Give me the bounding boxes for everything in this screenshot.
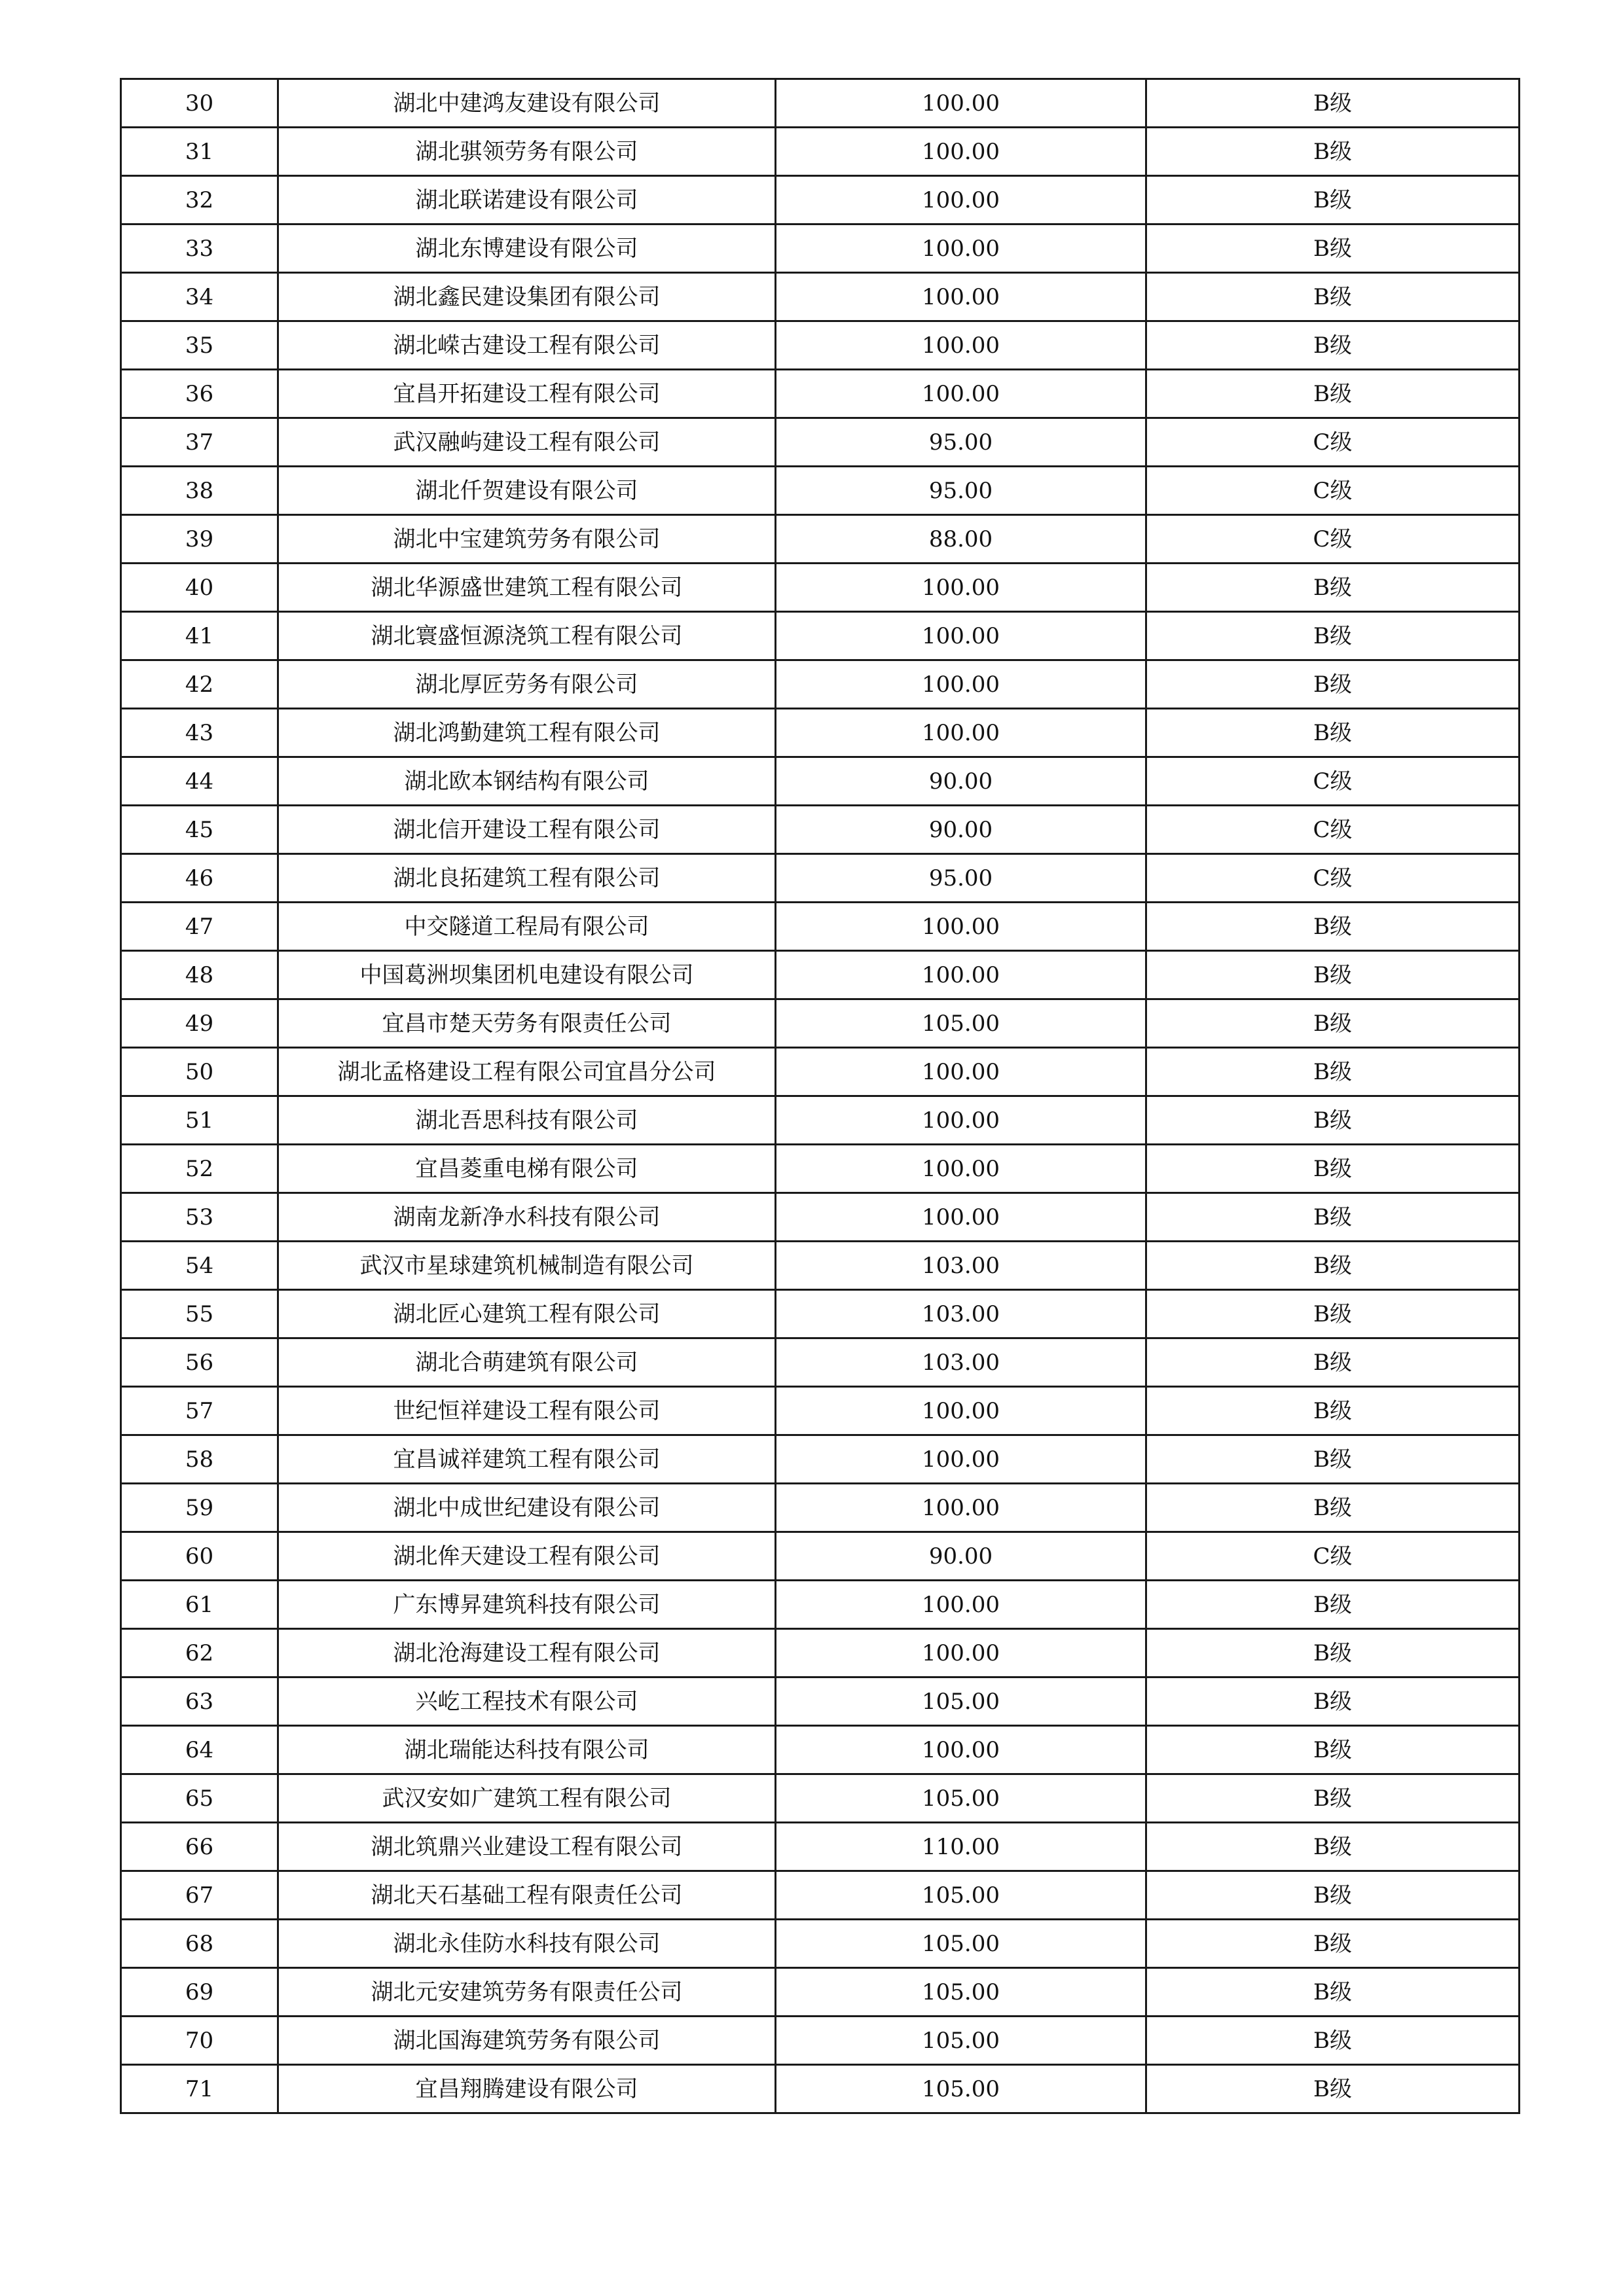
table-row: [121, 79, 1520, 128]
row-number: 34: [121, 273, 278, 321]
credit-grade: B级: [1146, 1968, 1520, 2017]
company-name: 宜昌诚祥建筑工程有限公司: [278, 1435, 776, 1484]
table-row: [121, 612, 1520, 660]
credit-score: 110.00: [776, 1823, 1146, 1871]
table-row: [121, 999, 1520, 1048]
credit-grade: B级: [1146, 370, 1520, 418]
company-name: 湖北骐领劳务有限公司: [278, 128, 776, 176]
credit-grade: C级: [1146, 418, 1520, 467]
company-name: 湖北信开建设工程有限公司: [278, 806, 776, 854]
company-name: 湖南龙新净水科技有限公司: [278, 1193, 776, 1242]
table-row: [121, 1387, 1520, 1435]
credit-grade: B级: [1146, 1387, 1520, 1435]
credit-grade: B级: [1146, 1774, 1520, 1823]
credit-grade: B级: [1146, 1048, 1520, 1096]
table-row: [121, 1096, 1520, 1145]
credit-grade: B级: [1146, 1581, 1520, 1629]
company-name: 湖北元安建筑劳务有限责任公司: [278, 1968, 776, 2017]
company-name: 湖北仟贺建设有限公司: [278, 467, 776, 515]
credit-score: 105.00: [776, 999, 1146, 1048]
credit-grade: B级: [1146, 564, 1520, 612]
row-number: 48: [121, 951, 278, 999]
company-name: 武汉安如广建筑工程有限公司: [278, 1774, 776, 1823]
row-number: 60: [121, 1532, 278, 1581]
credit-grade: B级: [1146, 273, 1520, 321]
table-row: [121, 273, 1520, 321]
company-name: 湖北欧本钢结构有限公司: [278, 757, 776, 806]
credit-score: 95.00: [776, 467, 1146, 515]
credit-score: 95.00: [776, 418, 1146, 467]
table-row: [121, 1871, 1520, 1920]
row-number: 40: [121, 564, 278, 612]
company-name: 湖北筑鼎兴业建设工程有限公司: [278, 1823, 776, 1871]
credit-score: 103.00: [776, 1290, 1146, 1338]
row-number: 69: [121, 1968, 278, 2017]
table-row: [121, 1629, 1520, 1677]
row-number: 52: [121, 1145, 278, 1193]
credit-grade: B级: [1146, 1629, 1520, 1677]
credit-score: 105.00: [776, 1871, 1146, 1920]
credit-score: 105.00: [776, 1968, 1146, 2017]
credit-grade: B级: [1146, 79, 1520, 128]
company-name: 中国葛洲坝集团机电建设有限公司: [278, 951, 776, 999]
table-body: [121, 79, 1520, 2113]
credit-grade: C级: [1146, 1532, 1520, 1581]
row-number: 66: [121, 1823, 278, 1871]
table-row: [121, 128, 1520, 176]
credit-grade: B级: [1146, 321, 1520, 370]
table-row: [121, 564, 1520, 612]
company-name: 湖北寰盛恒源浇筑工程有限公司: [278, 612, 776, 660]
row-number: 68: [121, 1920, 278, 1968]
row-number: 32: [121, 176, 278, 224]
row-number: 38: [121, 467, 278, 515]
row-number: 42: [121, 660, 278, 709]
row-number: 31: [121, 128, 278, 176]
table-row: [121, 660, 1520, 709]
credit-grade: B级: [1146, 128, 1520, 176]
credit-score: 100.00: [776, 128, 1146, 176]
row-number: 54: [121, 1242, 278, 1290]
credit-grade: B级: [1146, 1242, 1520, 1290]
row-number: 44: [121, 757, 278, 806]
row-number: 43: [121, 709, 278, 757]
row-number: 59: [121, 1484, 278, 1532]
row-number: 70: [121, 2017, 278, 2065]
table-row: [121, 370, 1520, 418]
document-page: [120, 78, 1518, 2114]
table-row: [121, 1338, 1520, 1387]
row-number: 46: [121, 854, 278, 903]
credit-score: 100.00: [776, 1726, 1146, 1774]
credit-score: 100.00: [776, 370, 1146, 418]
credit-score: 100.00: [776, 79, 1146, 128]
company-name: 湖北中宝建筑劳务有限公司: [278, 515, 776, 564]
company-name: 湖北天石基础工程有限责任公司: [278, 1871, 776, 1920]
credit-score: 95.00: [776, 854, 1146, 903]
table-row: [121, 224, 1520, 273]
table-row: [121, 515, 1520, 564]
credit-score: 105.00: [776, 2065, 1146, 2113]
row-number: 45: [121, 806, 278, 854]
company-name: 湖北匠心建筑工程有限公司: [278, 1290, 776, 1338]
credit-grade: B级: [1146, 1823, 1520, 1871]
table-row: [121, 1484, 1520, 1532]
credit-grade: B级: [1146, 903, 1520, 951]
company-name: 宜昌翔腾建设有限公司: [278, 2065, 776, 2113]
table-row: [121, 1968, 1520, 2017]
credit-grade: B级: [1146, 1920, 1520, 1968]
row-number: 56: [121, 1338, 278, 1387]
credit-score: 88.00: [776, 515, 1146, 564]
credit-score: 90.00: [776, 806, 1146, 854]
table-row: [121, 1677, 1520, 1726]
row-number: 67: [121, 1871, 278, 1920]
credit-score: 100.00: [776, 1048, 1146, 1096]
row-number: 35: [121, 321, 278, 370]
company-name: 湖北鑫民建设集团有限公司: [278, 273, 776, 321]
row-number: 71: [121, 2065, 278, 2113]
company-name: 湖北厚匠劳务有限公司: [278, 660, 776, 709]
credit-score: 105.00: [776, 2017, 1146, 2065]
credit-grade: C级: [1146, 515, 1520, 564]
row-number: 58: [121, 1435, 278, 1484]
table-row: [121, 1435, 1520, 1484]
table-row: [121, 1726, 1520, 1774]
table-row: [121, 757, 1520, 806]
table-row: [121, 903, 1520, 951]
company-name: 宜昌市楚天劳务有限责任公司: [278, 999, 776, 1048]
row-number: 53: [121, 1193, 278, 1242]
credit-score: 90.00: [776, 1532, 1146, 1581]
credit-grade: B级: [1146, 1871, 1520, 1920]
credit-grade: B级: [1146, 2065, 1520, 2113]
credit-score: 100.00: [776, 1145, 1146, 1193]
credit-grade: B级: [1146, 1096, 1520, 1145]
credit-grade: B级: [1146, 1338, 1520, 1387]
table-row: [121, 1823, 1520, 1871]
credit-grade: B级: [1146, 999, 1520, 1048]
table-row: [121, 1290, 1520, 1338]
row-number: 30: [121, 79, 278, 128]
table-row: [121, 1581, 1520, 1629]
table-row: [121, 1193, 1520, 1242]
company-name: 湖北孟格建设工程有限公司宜昌分公司: [278, 1048, 776, 1096]
company-name: 湖北良拓建筑工程有限公司: [278, 854, 776, 903]
row-number: 47: [121, 903, 278, 951]
credit-grade: B级: [1146, 660, 1520, 709]
credit-grade: B级: [1146, 1484, 1520, 1532]
table-row: [121, 418, 1520, 467]
credit-grade: B级: [1146, 1677, 1520, 1726]
credit-grade: B级: [1146, 1145, 1520, 1193]
row-number: 39: [121, 515, 278, 564]
credit-grade: B级: [1146, 612, 1520, 660]
row-number: 49: [121, 999, 278, 1048]
table-row: [121, 951, 1520, 999]
table-row: [121, 709, 1520, 757]
credit-grade: C级: [1146, 757, 1520, 806]
row-number: 65: [121, 1774, 278, 1823]
credit-score: 103.00: [776, 1338, 1146, 1387]
credit-grade: B级: [1146, 1435, 1520, 1484]
table-row: [121, 1532, 1520, 1581]
table-row: [121, 806, 1520, 854]
table-row: [121, 2065, 1520, 2113]
table-row: [121, 1774, 1520, 1823]
company-name: 湖北华源盛世建筑工程有限公司: [278, 564, 776, 612]
company-name: 湖北嵘古建设工程有限公司: [278, 321, 776, 370]
credit-score: 100.00: [776, 951, 1146, 999]
credit-score: 100.00: [776, 660, 1146, 709]
company-name: 湖北联诺建设有限公司: [278, 176, 776, 224]
company-name: 世纪恒祥建设工程有限公司: [278, 1387, 776, 1435]
company-name: 湖北沧海建设工程有限公司: [278, 1629, 776, 1677]
credit-score: 100.00: [776, 564, 1146, 612]
credit-grade: C级: [1146, 467, 1520, 515]
row-number: 57: [121, 1387, 278, 1435]
company-name: 湖北国海建筑劳务有限公司: [278, 2017, 776, 2065]
credit-grade: B级: [1146, 2017, 1520, 2065]
credit-score: 103.00: [776, 1242, 1146, 1290]
row-number: 64: [121, 1726, 278, 1774]
company-name: 宜昌菱重电梯有限公司: [278, 1145, 776, 1193]
row-number: 50: [121, 1048, 278, 1096]
row-number: 61: [121, 1581, 278, 1629]
table-row: [121, 1242, 1520, 1290]
credit-score: 90.00: [776, 757, 1146, 806]
credit-score: 100.00: [776, 1581, 1146, 1629]
table-row: [121, 1145, 1520, 1193]
company-name: 湖北吾思科技有限公司: [278, 1096, 776, 1145]
table-row: [121, 321, 1520, 370]
row-number: 62: [121, 1629, 278, 1677]
row-number: 41: [121, 612, 278, 660]
credit-grade: B级: [1146, 709, 1520, 757]
credit-score: 100.00: [776, 273, 1146, 321]
table-row: [121, 2017, 1520, 2065]
credit-score: 100.00: [776, 321, 1146, 370]
row-number: 37: [121, 418, 278, 467]
company-name: 武汉融屿建设工程有限公司: [278, 418, 776, 467]
credit-score: 100.00: [776, 224, 1146, 273]
company-name: 湖北侔天建设工程有限公司: [278, 1532, 776, 1581]
credit-score: 100.00: [776, 1629, 1146, 1677]
company-name: 湖北中建鸿友建设有限公司: [278, 79, 776, 128]
credit-grade: C级: [1146, 806, 1520, 854]
row-number: 55: [121, 1290, 278, 1338]
company-name: 湖北东博建设有限公司: [278, 224, 776, 273]
credit-score: 105.00: [776, 1677, 1146, 1726]
company-name: 宜昌开拓建设工程有限公司: [278, 370, 776, 418]
credit-score: 105.00: [776, 1920, 1146, 1968]
row-number: 33: [121, 224, 278, 273]
credit-score: 100.00: [776, 1387, 1146, 1435]
table-row: [121, 1920, 1520, 1968]
company-name: 湖北中成世纪建设有限公司: [278, 1484, 776, 1532]
table-row: [121, 176, 1520, 224]
table-row: [121, 1048, 1520, 1096]
credit-grade: B级: [1146, 1726, 1520, 1774]
credit-grade: B级: [1146, 1193, 1520, 1242]
company-name: 中交隧道工程局有限公司: [278, 903, 776, 951]
company-name: 湖北永佳防水科技有限公司: [278, 1920, 776, 1968]
credit-grade: B级: [1146, 224, 1520, 273]
credit-grade-table: [120, 78, 1520, 2114]
credit-grade: B级: [1146, 176, 1520, 224]
company-name: 武汉市星球建筑机械制造有限公司: [278, 1242, 776, 1290]
credit-score: 100.00: [776, 1096, 1146, 1145]
company-name: 湖北合萌建筑有限公司: [278, 1338, 776, 1387]
company-name: 兴屹工程技术有限公司: [278, 1677, 776, 1726]
credit-score: 100.00: [776, 1193, 1146, 1242]
company-name: 广东博昇建筑科技有限公司: [278, 1581, 776, 1629]
row-number: 63: [121, 1677, 278, 1726]
credit-score: 100.00: [776, 709, 1146, 757]
credit-grade: B级: [1146, 951, 1520, 999]
company-name: 湖北瑞能达科技有限公司: [278, 1726, 776, 1774]
table-row: [121, 467, 1520, 515]
row-number: 36: [121, 370, 278, 418]
company-name: 湖北鸿勤建筑工程有限公司: [278, 709, 776, 757]
credit-grade: C级: [1146, 854, 1520, 903]
credit-grade: B级: [1146, 1290, 1520, 1338]
credit-score: 100.00: [776, 612, 1146, 660]
credit-score: 100.00: [776, 903, 1146, 951]
credit-score: 100.00: [776, 1435, 1146, 1484]
table-row: [121, 854, 1520, 903]
row-number: 51: [121, 1096, 278, 1145]
credit-score: 105.00: [776, 1774, 1146, 1823]
credit-score: 100.00: [776, 176, 1146, 224]
credit-score: 100.00: [776, 1484, 1146, 1532]
